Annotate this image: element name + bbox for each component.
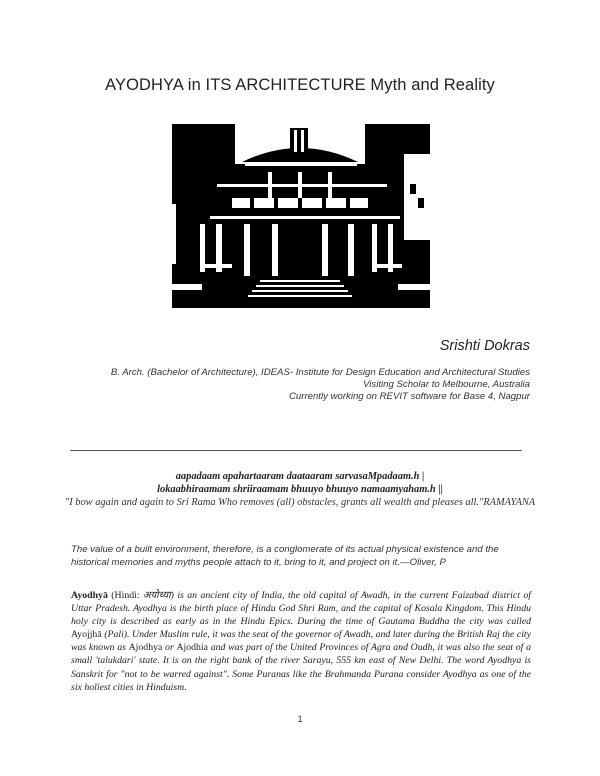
hindi-word: अयोध्या [143, 590, 171, 601]
temple-photo [172, 124, 430, 308]
conjunction-or: or [162, 642, 177, 654]
alt-name-2: Ajodhia [176, 642, 209, 654]
document-title: AYODHYA in ITS ARCHITECTURE Myth and Reality [105, 76, 495, 94]
page-number: 1 [297, 714, 303, 725]
term-ayodhya: Ayodhyā [71, 590, 108, 601]
body-text-part-1: ) is an ancient city of India, the old capital of Awadh, in the current Faizabad district of Uttar Pradesh. Ayodhya is the birth place of Hindu God Shri Ram, and the capital of Kosala Kingdom. This Hindu holy city is described as early as in the Hindu Epics. During the time of Gautama Buddha the city was called [71, 590, 531, 628]
horizontal-divider [70, 450, 522, 451]
body-text-part-3: and was part of the United Provinces of Agra and Oudh, it was also the seat of a small 'talukdari' state. It is on the right bank of the river Sarayu, 555 km east of New Delhi. The word Ayodhya is Sanskrit for "not to be warred against". Some Puranas like the Brahmanda Purana consider Ayodhya as one of the six holiest cities in Hinduism. [71, 642, 531, 693]
temple-photo-graphic [172, 124, 430, 308]
affiliation-line: B. Arch. (Bachelor of Architecture), IDEAS- Institute for Design Education and Architectural Studies [110, 367, 530, 378]
body-text-part-2: (Pali). Under Muslim rule, it was the seat of the governor of Awadh, and later during the British Raj the city was known as [71, 629, 531, 654]
mantra-line-2: lokaabhiraamam shriiraamam bhuuyo bhuuyo namaamyaham.h || [157, 484, 443, 495]
body-paragraph [71, 589, 531, 694]
mantra-translation: "I bow again and again to Sri Rama Who removes (all) obstacles, grants all wealth and pleases all."RAMAYANA [64, 497, 536, 508]
author-name: Srishti Dokras [439, 338, 530, 354]
pali-name: Ayojjhā [71, 629, 102, 641]
hindi-label: (Hindi: [107, 590, 144, 601]
alt-name-1: Ajodhya [128, 642, 163, 654]
affiliation-line: Visiting Scholar to Melbourne, Australia [363, 379, 530, 390]
author-affiliations [111, 367, 530, 403]
affiliation-line: Currently working on REVIT software for Base 4, Nagpur [288, 391, 530, 402]
sanskrit-mantra [60, 470, 540, 509]
mantra-line-1: aapadaam apahartaaram daataaram sarvasaMpadaam.h | [175, 471, 425, 482]
epigraph-quote: The value of a built environment, therefore, is a conglomerate of its actual physical existence and the historical memories and myths people attach to it, bring to it, and project on it.—Oliver, P [71, 544, 499, 568]
